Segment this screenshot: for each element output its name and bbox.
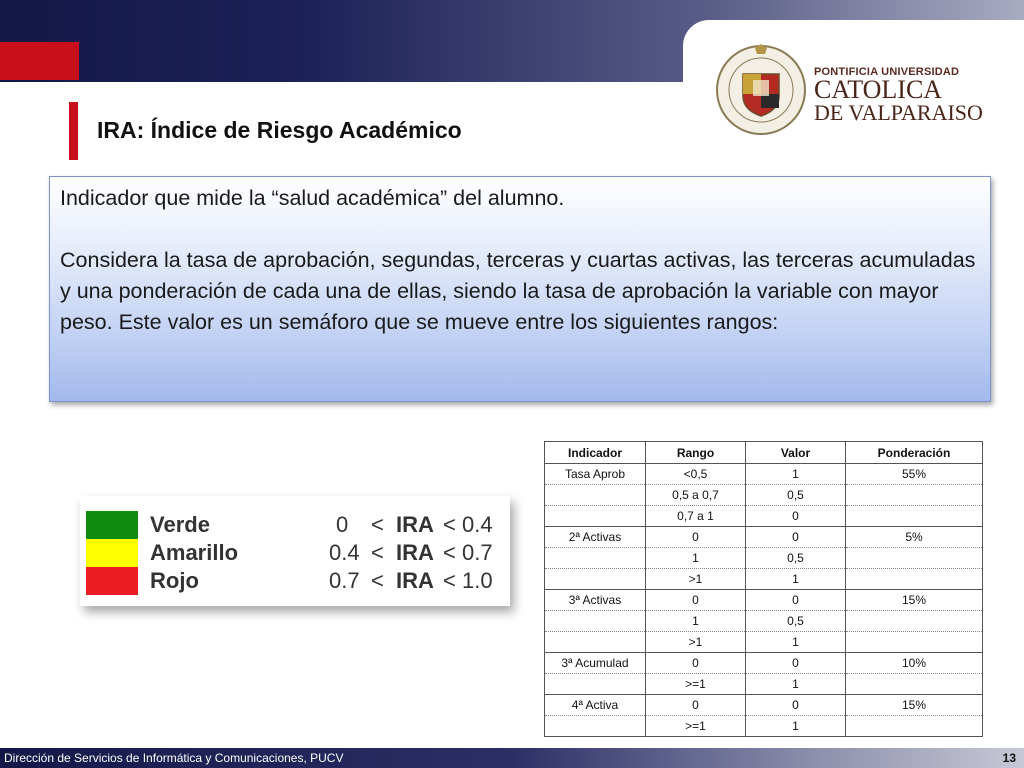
table-row: [545, 716, 983, 737]
footer-bar: [0, 748, 1024, 768]
table-cell-ponderacion: [846, 674, 983, 695]
table-cell-valor: 1: [746, 716, 846, 737]
table-cell-indicador: 3ª Activas: [545, 590, 646, 611]
legend-ira: IRA: [396, 512, 434, 537]
logo-line-2: CATOLICA: [814, 75, 943, 104]
table-cell-ponderacion: [846, 506, 983, 527]
table-cell-valor: 1: [746, 569, 846, 590]
legend-name: Verde: [150, 512, 210, 537]
table-cell-ponderacion: 15%: [846, 695, 983, 716]
university-logo-panel: [683, 20, 1024, 150]
table-body: [545, 464, 983, 737]
table-cell-valor: 0: [746, 506, 846, 527]
table-cell-rango: <0,5: [646, 464, 746, 485]
table-cell-valor: 0: [746, 527, 846, 548]
university-seal-icon: [715, 40, 807, 136]
table-cell-rango: 0,5 a 0,7: [646, 485, 746, 506]
legend-row-rojo: [86, 567, 506, 595]
table-row: [545, 548, 983, 569]
table-cell-indicador: 4ª Activa: [545, 695, 646, 716]
table-cell-ponderacion: 55%: [846, 464, 983, 485]
legend-high: 1.0: [462, 568, 493, 593]
table-cell-indicador: Tasa Aprob: [545, 464, 646, 485]
legend-operator: <: [443, 568, 456, 593]
table-cell-rango: 0,7 a 1: [646, 506, 746, 527]
table-row: [545, 632, 983, 653]
university-name-logo: [814, 66, 983, 124]
legend-operator: <: [443, 512, 456, 537]
legend-low: 0.4: [329, 540, 360, 565]
table-cell-valor: 0,5: [746, 485, 846, 506]
table-cell-rango: 0: [646, 590, 746, 611]
table-row: [545, 464, 983, 485]
table-cell-indicador: 2ª Activas: [545, 527, 646, 548]
table-cell-valor: 1: [746, 464, 846, 485]
table-cell-rango: >=1: [646, 716, 746, 737]
table-cell-ponderacion: 5%: [846, 527, 983, 548]
table-row: [545, 653, 983, 674]
table-row: [545, 506, 983, 527]
table-cell-ponderacion: 15%: [846, 590, 983, 611]
yellow-swatch: [86, 539, 138, 567]
table-cell-rango: 1: [646, 548, 746, 569]
legend-ira: IRA: [396, 568, 434, 593]
table-cell-indicador: [545, 674, 646, 695]
ira-range-legend: [80, 496, 510, 606]
table-cell-ponderacion: [846, 716, 983, 737]
table-cell-indicador: [545, 548, 646, 569]
table-header-row: [545, 442, 983, 464]
table-cell-ponderacion: [846, 485, 983, 506]
legend-ira: IRA: [396, 540, 434, 565]
table-cell-ponderacion: [846, 611, 983, 632]
page-number: 13: [1002, 751, 1016, 765]
page-title: IRA: Índice de Riesgo Académico: [97, 117, 462, 143]
legend-row-amarillo: [86, 539, 506, 567]
table-cell-indicador: [545, 569, 646, 590]
table-cell-rango: >1: [646, 632, 746, 653]
legend-high: 0.4: [462, 512, 493, 537]
table-cell-ponderacion: [846, 569, 983, 590]
description-box: [49, 176, 991, 402]
legend-low: 0.7: [329, 568, 360, 593]
footer-text: Dirección de Servicios de Informática y Comunicaciones, PUCV: [4, 751, 344, 765]
legend-name: Amarillo: [150, 540, 239, 565]
table-cell-ponderacion: [846, 548, 983, 569]
legend-high: 0.7: [462, 540, 493, 565]
table-cell-rango: 0: [646, 527, 746, 548]
table-row: [545, 611, 983, 632]
legend-operator: <: [443, 540, 456, 565]
table-cell-rango: >1: [646, 569, 746, 590]
green-swatch: [86, 511, 138, 539]
logo-line-1: PONTIFICIA UNIVERSIDAD: [814, 66, 960, 78]
table-row: [545, 569, 983, 590]
table-cell-valor: 0,5: [746, 611, 846, 632]
title-accent-bar: [69, 102, 78, 160]
red-swatch: [86, 567, 138, 595]
table-row: [545, 695, 983, 716]
table-cell-indicador: [545, 716, 646, 737]
table-cell-rango: 1: [646, 611, 746, 632]
red-accent-block: [0, 42, 79, 80]
legend-row-verde: [86, 511, 506, 539]
column-header-rango: Rango: [646, 442, 746, 464]
column-header-valor: Valor: [746, 442, 846, 464]
table-cell-ponderacion: 10%: [846, 653, 983, 674]
table-row: [545, 485, 983, 506]
table-cell-valor: 1: [746, 674, 846, 695]
legend-operator: <: [371, 512, 384, 537]
table-cell-indicador: 3ª Acumulad: [545, 653, 646, 674]
table-cell-ponderacion: [846, 632, 983, 653]
table-cell-valor: 1: [746, 632, 846, 653]
column-header-indicador: Indicador: [545, 442, 646, 464]
table-cell-valor: 0,5: [746, 548, 846, 569]
description-paragraph-1: Indicador que mide la “salud académica” del alumno.: [60, 186, 565, 210]
table-cell-indicador: [545, 485, 646, 506]
table-cell-indicador: [545, 632, 646, 653]
table-cell-indicador: [545, 611, 646, 632]
legend-low: 0: [336, 512, 349, 537]
table-row: [545, 590, 983, 611]
table-cell-rango: >=1: [646, 674, 746, 695]
description-paragraph-2: Considera la tasa de aprobación, segundas, terceras y cuartas activas, las terceras acumuladas y una ponderación de cada una de ellas, siendo la tasa de aprobación la variable con mayor peso. Este valor es un semáforo que se mueve entre los siguientes rangos:: [60, 248, 976, 334]
column-header-ponderacion: Ponderación: [846, 442, 983, 464]
table-cell-rango: 0: [646, 653, 746, 674]
weighting-table: [544, 441, 983, 737]
logo-line-3: DE VALPARAISO: [814, 100, 983, 125]
legend-name: Rojo: [150, 568, 199, 593]
table-cell-valor: 0: [746, 653, 846, 674]
table-cell-indicador: [545, 506, 646, 527]
table-cell-valor: 0: [746, 695, 846, 716]
table-cell-valor: 0: [746, 590, 846, 611]
table-row: [545, 674, 983, 695]
legend-operator: <: [371, 540, 384, 565]
legend-operator: <: [371, 568, 384, 593]
table-cell-rango: 0: [646, 695, 746, 716]
table-row: [545, 527, 983, 548]
